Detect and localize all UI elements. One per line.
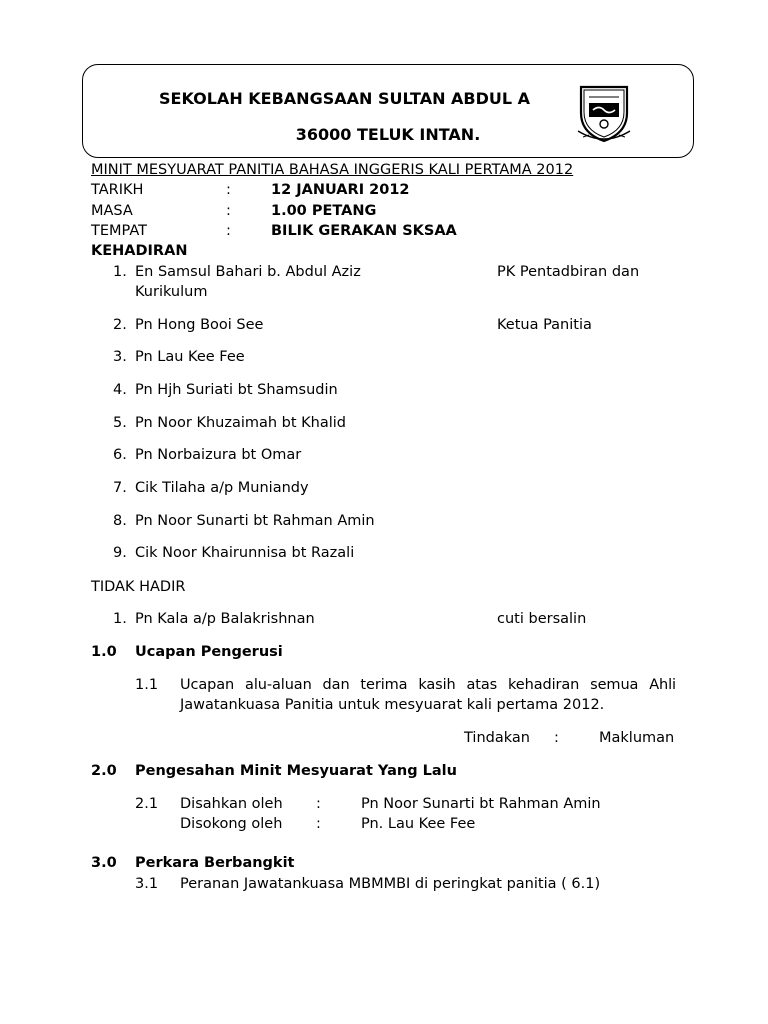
seconder-sep: : — [316, 816, 321, 832]
detail-value-venue: BILIK GERAKAN SKSAA — [271, 223, 457, 239]
section-number: 1.0 — [91, 644, 117, 660]
attendee-name: Pn Hong Booi See — [135, 317, 264, 333]
attendee-name: Pn Norbaizura bt Omar — [135, 447, 302, 463]
item-text-continued: Jawatankuasa Panitia untuk mesyuarat kali pertama 2012. — [180, 697, 605, 713]
attendee-number: 7. — [113, 480, 127, 496]
attendee-name: Pn Noor Khuzaimah bt Khalid — [135, 415, 347, 431]
approval-sep: : — [316, 796, 321, 812]
detail-value-date: 12 JANUARI 2012 — [271, 182, 410, 198]
attendee-number: 9. — [113, 545, 127, 561]
attendee-number: 2. — [113, 317, 127, 333]
section-number: 3.0 — [91, 855, 117, 871]
attendee-number: 3. — [113, 349, 127, 365]
detail-value-time: 1.00 PETANG — [271, 203, 377, 219]
section-title: Pengesahan Minit Mesyuarat Yang Lalu — [135, 763, 457, 779]
attendee-name: En Samsul Bahari b. Abdul Aziz — [135, 264, 361, 280]
absentee-number: 1. — [113, 611, 127, 627]
attendee-number: 6. — [113, 447, 127, 463]
absentee-name: Pn Kala a/p Balakrishnan — [135, 611, 315, 627]
minutes-title: MINIT MESYUARAT PANITIA BAHASA INGGERIS KALI PERTAMA 2012 — [91, 162, 574, 178]
detail-label-venue: TEMPAT — [91, 223, 147, 239]
attendee-name: Pn Lau Kee Fee — [135, 349, 245, 365]
attendee-role: Ketua Panitia — [497, 317, 592, 333]
attendee-role: PK Pentadbiran dan — [497, 264, 640, 280]
approval-value: Pn Noor Sunarti bt Rahman Amin — [361, 796, 601, 812]
detail-sep: : — [226, 203, 231, 219]
item-number: 2.1 — [135, 796, 159, 812]
item-number: 3.1 — [135, 876, 159, 892]
detail-label-date: TARIKH — [91, 182, 144, 198]
absent-heading: TIDAK HADIR — [91, 579, 186, 595]
attendee-number: 8. — [113, 513, 127, 529]
attendee-name: Cik Noor Khairunnisa bt Razali — [135, 545, 355, 561]
seconder-label: Disokong oleh — [180, 816, 283, 832]
seconder-value: Pn. Lau Kee Fee — [361, 816, 476, 832]
attendee-name: Cik Tilaha a/p Muniandy — [135, 480, 309, 496]
school-address: 36000 TELUK INTAN. — [295, 125, 481, 144]
detail-sep: : — [226, 223, 231, 239]
school-name: SEKOLAH KEBANGSAAN SULTAN ABDUL A — [159, 89, 531, 108]
action-label: Tindakan — [464, 730, 530, 746]
item-number: 1.1 — [135, 677, 159, 693]
item-text: Peranan Jawatankuasa MBMMBI di peringkat panitia ( 6.1) — [180, 876, 601, 892]
attendee-number: 1. — [113, 264, 127, 280]
section-title: Perkara Berbangkit — [135, 855, 295, 871]
attendee-number: 5. — [113, 415, 127, 431]
approval-label: Disahkan oleh — [180, 796, 283, 812]
detail-sep: : — [226, 182, 231, 198]
detail-label-time: MASA — [91, 203, 133, 219]
item-text: Ucapan alu-aluan dan terima kasih atas kehadiran semua Ahli — [180, 677, 676, 693]
attendee-name: Pn Noor Sunarti bt Rahman Amin — [135, 513, 375, 529]
attendee-number: 4. — [113, 382, 127, 398]
attendee-name: Pn Hjh Suriati bt Shamsudin — [135, 382, 338, 398]
action-value: Makluman — [599, 730, 675, 746]
attendee-role-continued: Kurikulum — [135, 284, 208, 300]
action-sep: : — [554, 730, 559, 746]
section-number: 2.0 — [91, 763, 117, 779]
section-title: Ucapan Pengerusi — [135, 644, 283, 660]
school-header — [82, 64, 694, 158]
absentee-reason: cuti bersalin — [497, 611, 587, 627]
attendance-heading: KEHADIRAN — [91, 243, 188, 259]
